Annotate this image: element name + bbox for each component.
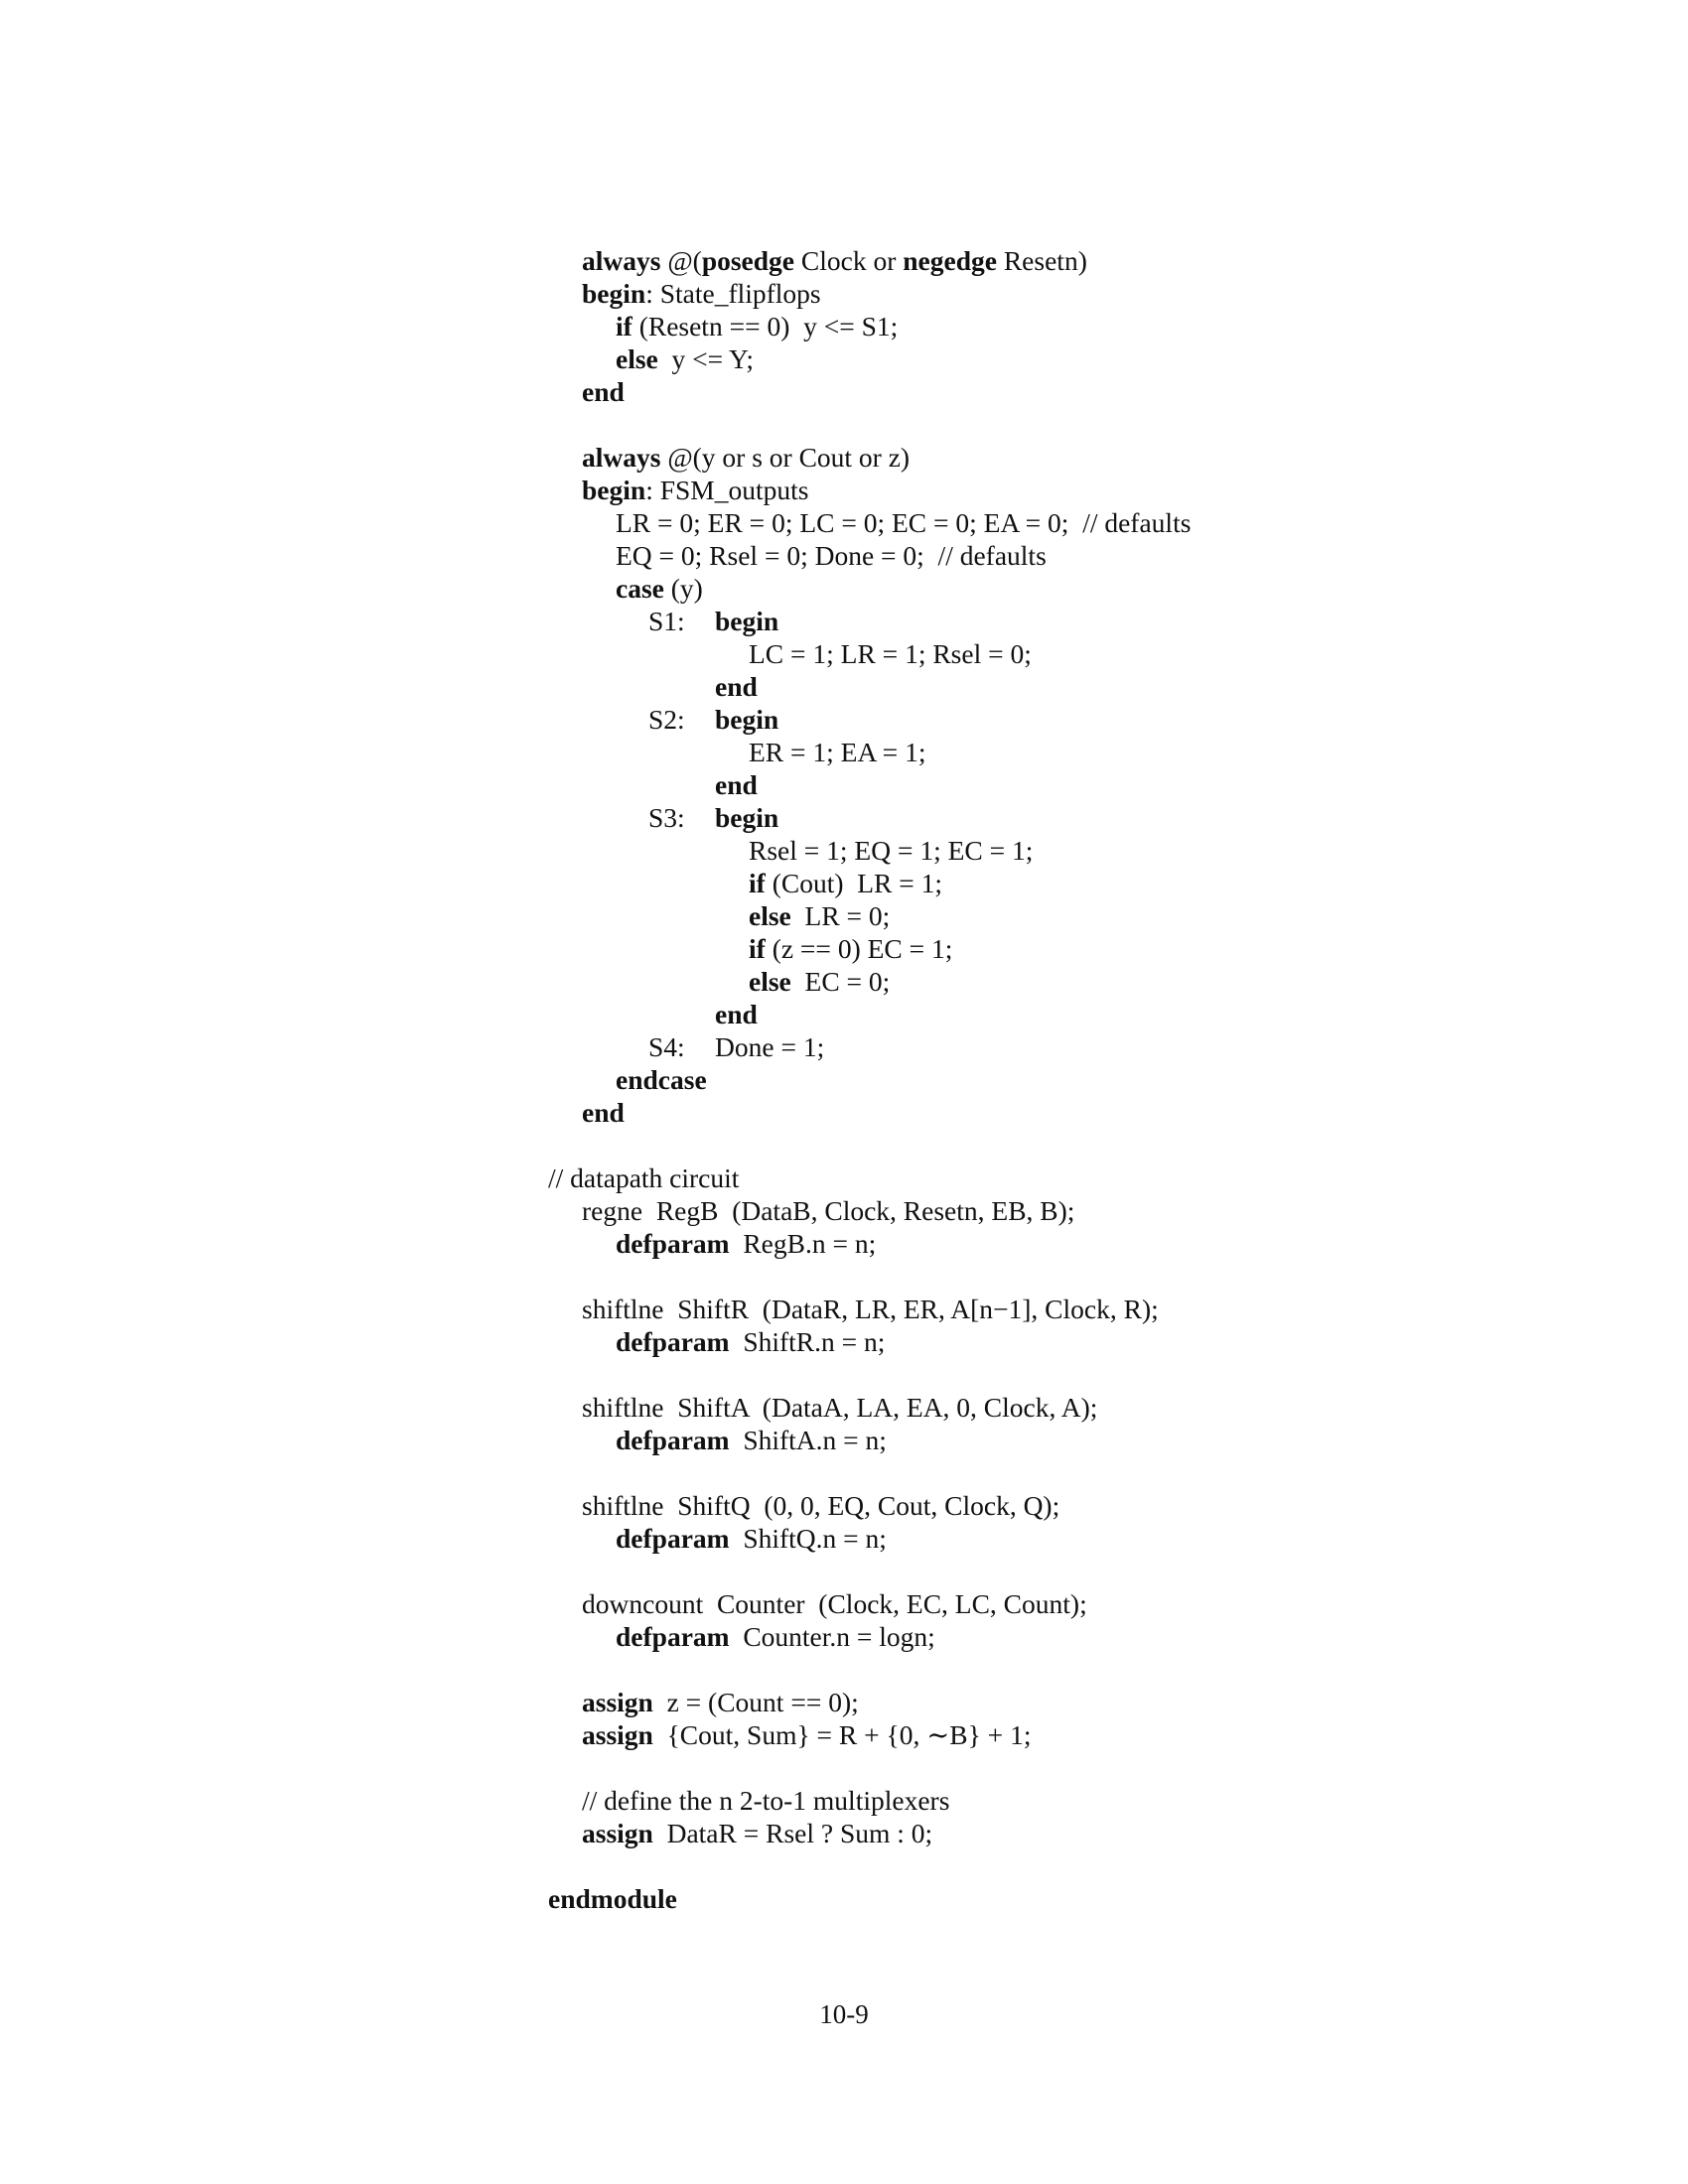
code-text: Done = 1; bbox=[715, 1031, 825, 1062]
code-keyword: if bbox=[616, 311, 633, 341]
code-line bbox=[616, 1325, 885, 1359]
code-keyword: begin bbox=[582, 278, 646, 309]
code-line bbox=[582, 1587, 1087, 1621]
code-keyword: assign bbox=[582, 1818, 653, 1848]
case-label: S4: bbox=[648, 1031, 685, 1062]
code-text: (Resetn == 0) y <= S1; bbox=[632, 311, 899, 341]
code-line bbox=[749, 899, 890, 933]
code-line bbox=[749, 965, 890, 999]
code-keyword: end bbox=[715, 999, 758, 1029]
code-line bbox=[715, 605, 778, 638]
code-line bbox=[582, 1096, 625, 1130]
code-keyword: else bbox=[749, 900, 791, 931]
code-line bbox=[616, 539, 1047, 573]
code-text: LR = 0; bbox=[790, 900, 891, 931]
code-text: Rsel = 1; EQ = 1; EC = 1; bbox=[749, 835, 1034, 866]
code-line bbox=[582, 277, 821, 311]
code-line bbox=[616, 342, 754, 376]
code-line bbox=[548, 1882, 677, 1916]
code-text: ShiftQ.n = n; bbox=[729, 1523, 887, 1554]
code-keyword: negedge bbox=[903, 245, 997, 276]
code-line bbox=[548, 1161, 739, 1195]
code-line bbox=[582, 1391, 1097, 1425]
code-line bbox=[749, 932, 952, 966]
case-label: S3: bbox=[648, 802, 685, 833]
code-line bbox=[616, 572, 703, 606]
code-text: EC = 0; bbox=[790, 966, 891, 997]
case-label: S1: bbox=[648, 606, 685, 636]
code-text: Resetn) bbox=[996, 245, 1087, 276]
code-text: shiftlne ShiftQ (0, 0, EQ, Cout, Clock, Q); bbox=[582, 1490, 1060, 1521]
code-text: DataR = Rsel ? Sum : 0; bbox=[652, 1818, 933, 1848]
code-line bbox=[616, 1620, 935, 1654]
code-keyword: endmodule bbox=[548, 1883, 677, 1914]
code-keyword: end bbox=[582, 376, 625, 407]
code-text: shiftlne ShiftA (DataA, LA, EA, 0, Clock, A); bbox=[582, 1392, 1098, 1423]
code-line bbox=[715, 768, 758, 802]
code-line bbox=[616, 1522, 887, 1556]
code-line bbox=[582, 441, 910, 475]
code-line bbox=[749, 834, 1033, 868]
code-line bbox=[582, 244, 1087, 278]
case-label: S2: bbox=[648, 704, 685, 735]
code-text: // define the n 2-to-1 multiplexers bbox=[582, 1785, 950, 1816]
code-text: z = (Count == 0); bbox=[652, 1687, 859, 1717]
code-text: @( bbox=[660, 245, 702, 276]
code-line bbox=[715, 1030, 824, 1064]
code-text: EQ = 0; Rsel = 0; Done = 0; // defaults bbox=[616, 540, 1047, 571]
code-keyword: assign bbox=[582, 1719, 653, 1750]
code-keyword: if bbox=[749, 933, 766, 964]
code-keyword: defparam bbox=[616, 1228, 730, 1259]
code-line bbox=[616, 506, 1191, 540]
code-text: y <= Y; bbox=[657, 343, 754, 374]
code-text: LR = 0; ER = 0; LC = 0; EC = 0; EA = 0; // defaults bbox=[616, 507, 1192, 538]
code-text: LC = 1; LR = 1; Rsel = 0; bbox=[749, 638, 1032, 669]
code-keyword: else bbox=[616, 343, 658, 374]
code-keyword: endcase bbox=[616, 1064, 707, 1095]
code-text: Clock or bbox=[794, 245, 904, 276]
code-line bbox=[715, 801, 778, 835]
code-text: // datapath circuit bbox=[548, 1162, 740, 1193]
code-keyword: else bbox=[749, 966, 791, 997]
code-text: ShiftR.n = n; bbox=[729, 1326, 886, 1357]
code-line bbox=[715, 703, 778, 737]
code-keyword: begin bbox=[715, 606, 779, 636]
code-line bbox=[616, 310, 898, 343]
code-text: Counter.n = logn; bbox=[729, 1621, 935, 1652]
code-line bbox=[582, 1686, 859, 1719]
code-text: {Cout, Sum} = R + {0, ∼B} + 1; bbox=[652, 1719, 1032, 1750]
code-line bbox=[582, 375, 625, 409]
code-line bbox=[715, 998, 758, 1031]
code-keyword: if bbox=[749, 868, 766, 898]
code-line bbox=[715, 670, 758, 704]
code-keyword: end bbox=[715, 769, 758, 800]
code-line bbox=[582, 1293, 1159, 1326]
code-keyword: case bbox=[616, 573, 664, 604]
code-line bbox=[582, 1817, 932, 1850]
code-text: : FSM_outputs bbox=[645, 475, 809, 505]
code-text: regne RegB (DataB, Clock, Resetn, EB, B); bbox=[582, 1195, 1075, 1226]
code-keyword: always bbox=[582, 442, 661, 473]
code-line bbox=[582, 1194, 1074, 1228]
code-keyword: posedge bbox=[701, 245, 795, 276]
code-line bbox=[749, 736, 925, 769]
code-keyword: always bbox=[582, 245, 661, 276]
code-text: (z == 0) EC = 1; bbox=[765, 933, 953, 964]
code-line bbox=[582, 1489, 1059, 1523]
code-text: (y) bbox=[663, 573, 703, 604]
code-line bbox=[582, 474, 808, 507]
code-keyword: end bbox=[582, 1097, 625, 1128]
page-number: 10-9 bbox=[819, 1999, 869, 2029]
code-keyword: defparam bbox=[616, 1326, 730, 1357]
code-keyword: assign bbox=[582, 1687, 653, 1717]
code-line bbox=[749, 637, 1032, 671]
code-line bbox=[749, 867, 942, 900]
code-line bbox=[616, 1424, 887, 1457]
code-text: ShiftA.n = n; bbox=[729, 1425, 887, 1455]
code-keyword: defparam bbox=[616, 1523, 730, 1554]
code-keyword: begin bbox=[715, 802, 779, 833]
code-keyword: begin bbox=[582, 475, 646, 505]
code-keyword: defparam bbox=[616, 1621, 730, 1652]
code-line bbox=[616, 1063, 707, 1097]
code-text: ER = 1; EA = 1; bbox=[749, 737, 926, 767]
code-keyword: end bbox=[715, 671, 758, 702]
code-text: (Cout) LR = 1; bbox=[765, 868, 943, 898]
code-line bbox=[582, 1784, 949, 1818]
code-line bbox=[582, 1718, 1031, 1752]
code-keyword: defparam bbox=[616, 1425, 730, 1455]
code-text: @(y or s or Cout or z) bbox=[660, 442, 911, 473]
code-keyword: begin bbox=[715, 704, 779, 735]
code-line bbox=[616, 1227, 876, 1261]
code-text: RegB.n = n; bbox=[729, 1228, 877, 1259]
code-text: : State_flipflops bbox=[645, 278, 821, 309]
code-text: downcount Counter (Clock, EC, LC, Count); bbox=[582, 1588, 1087, 1619]
code-text: shiftlne ShiftR (DataR, LR, ER, A[n−1], Clock, R); bbox=[582, 1294, 1159, 1324]
